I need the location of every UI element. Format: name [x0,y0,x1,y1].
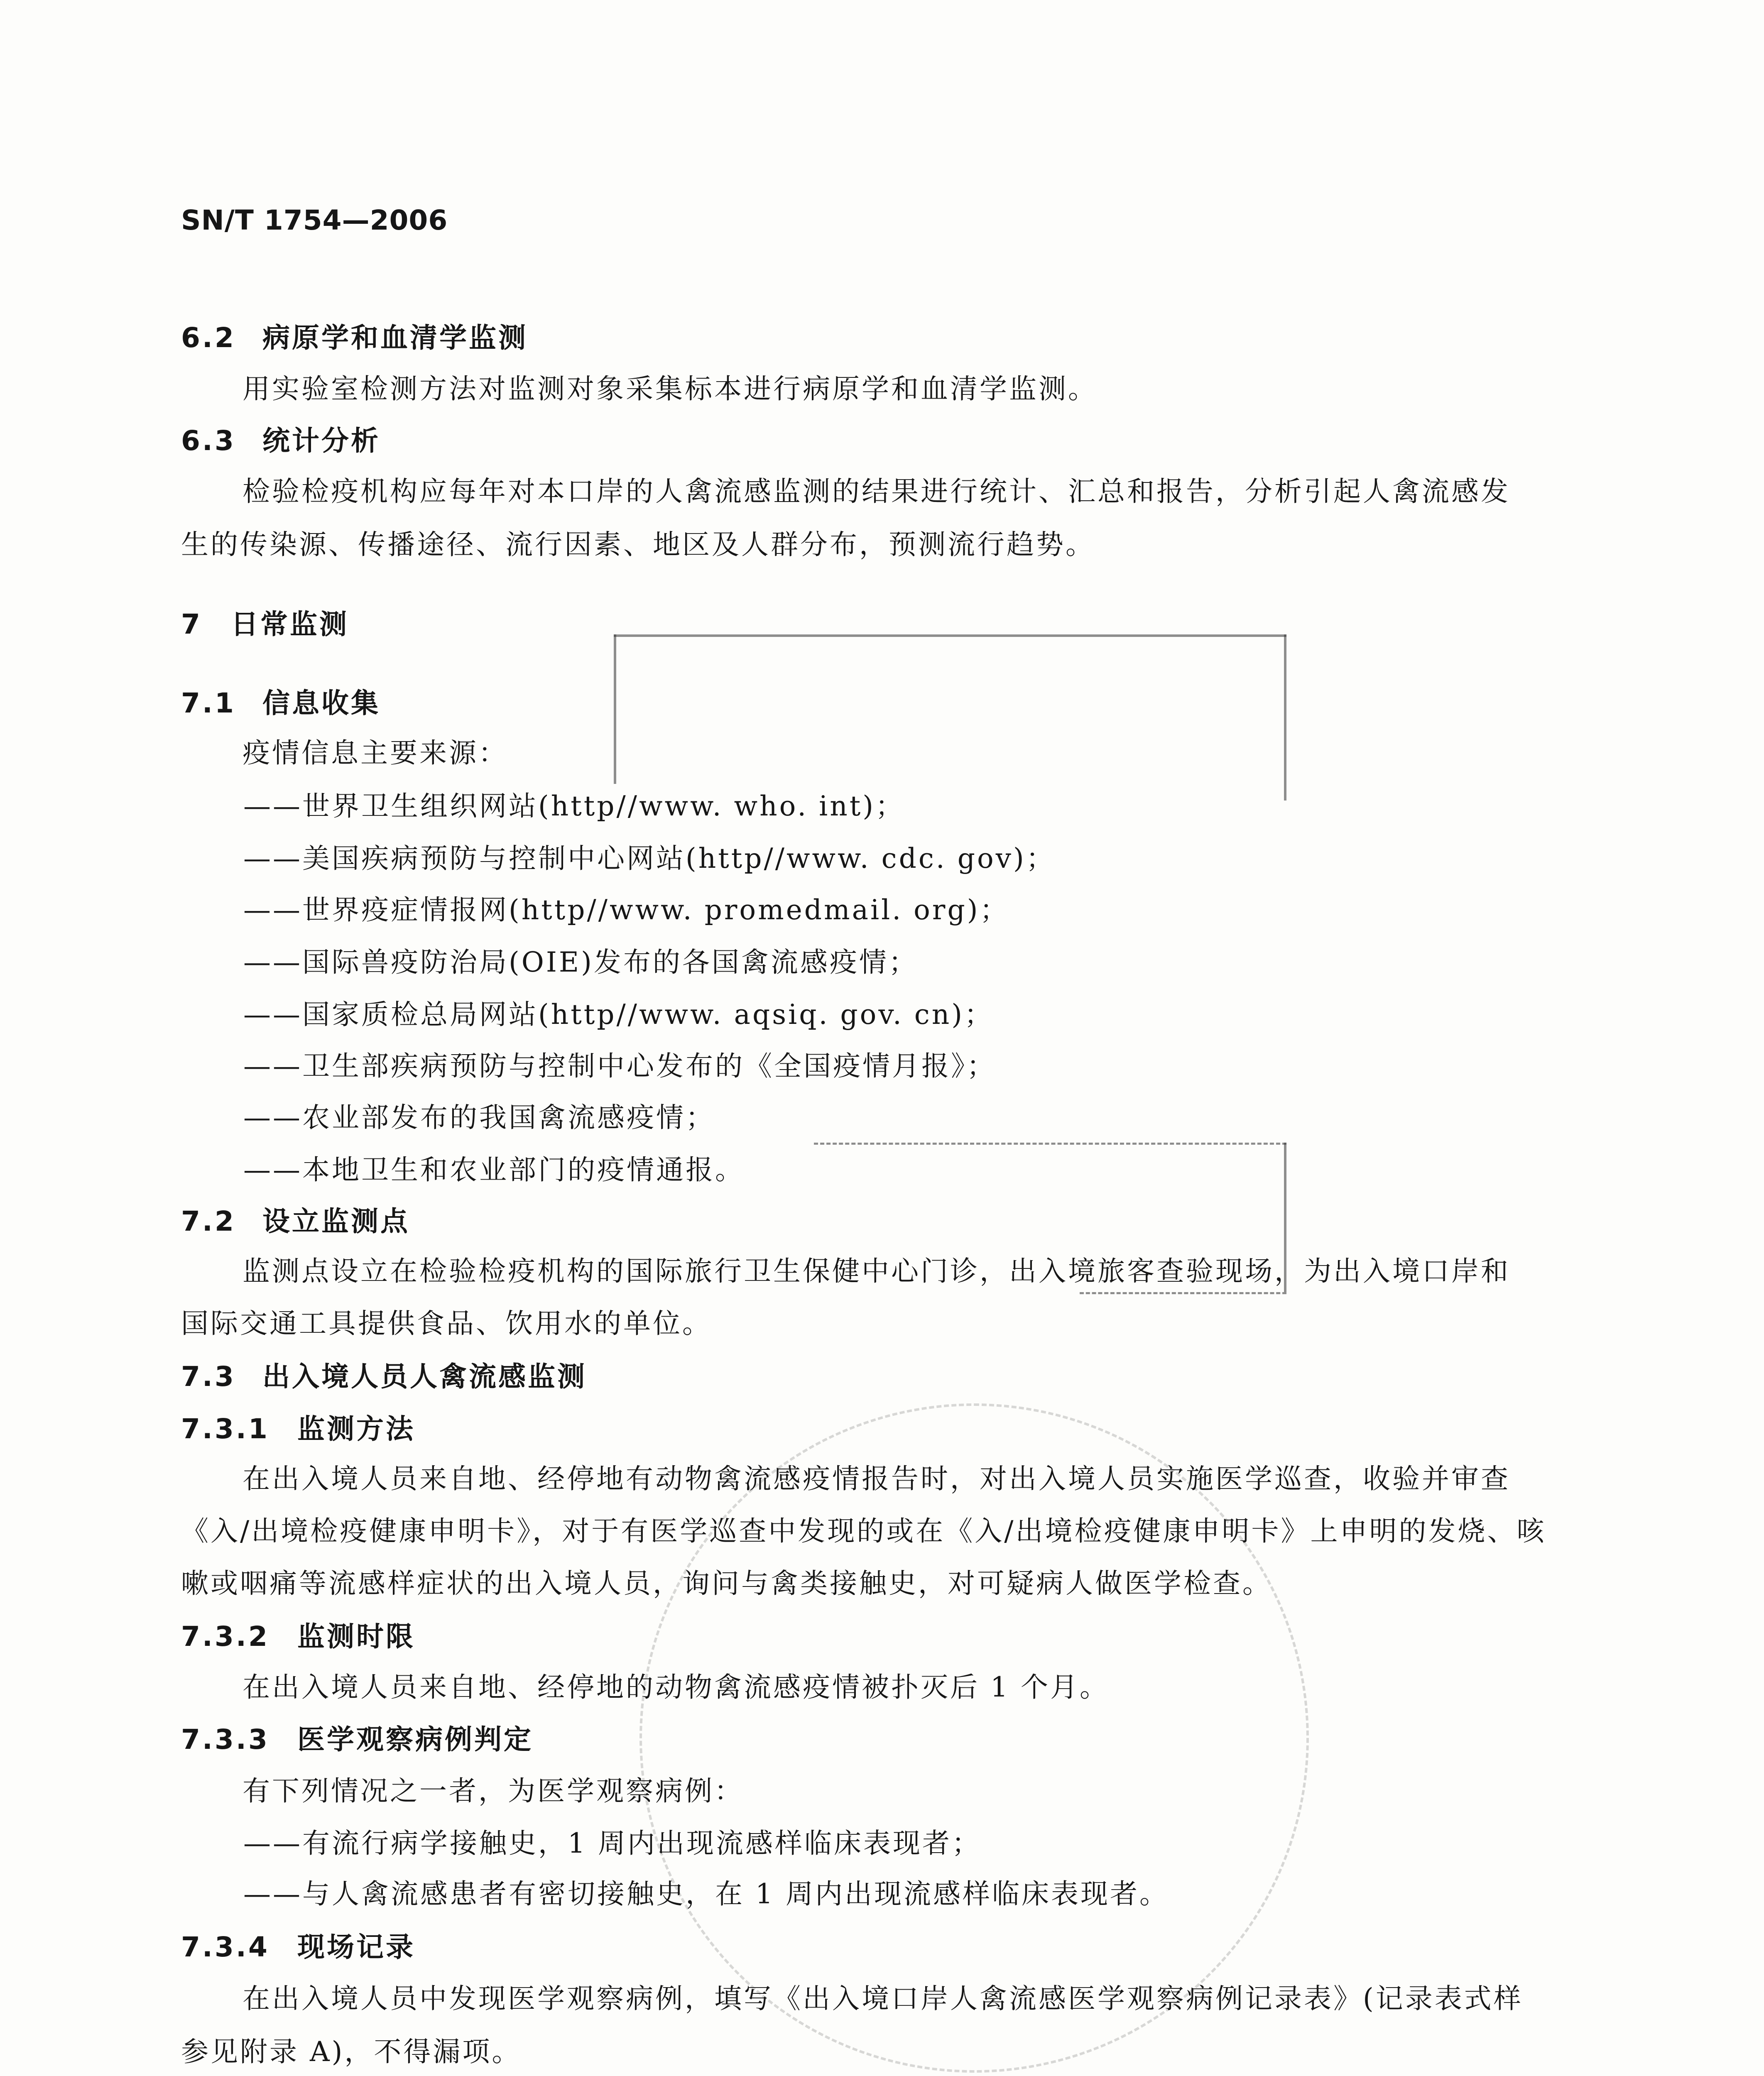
section-heading [181,678,1610,729]
standard-number-header: SN/T 1754—2006 [181,204,448,236]
paragraph-line: 有下列情况之一者，为医学观察病例： [243,1775,744,1807]
section-number: 7.3.4 [181,1931,270,1963]
list-item: ——有流行病学接触史，1 周内出现流感样临床表现者； [243,1827,981,1859]
section-number: 7.3.2 [181,1621,270,1652]
section-title: 病原学和血清学监测 [262,322,528,354]
list-item: ——国家质检总局网站(http//www. aqsiq. gov. cn)； [243,999,994,1031]
list-item: ——本地卫生和农业部门的疫情通报。 [243,1154,745,1186]
section-heading [181,415,1610,467]
paragraph-continuation: 生的传染源、传播途径、流行因素、地区及人群分布，预测流行趋势。 [181,529,1095,561]
list-item: ——国际兽疫防治局(OIE)发布的各国禽流感疫情； [243,946,918,978]
list-item: ——农业部发布的我国禽流感疫情； [243,1102,715,1133]
section-title: 监测时限 [297,1621,415,1652]
paragraph-continuation: 国际交通工具提供食品、饮用水的单位。 [181,1307,712,1339]
section-title: 监测方法 [297,1413,415,1445]
paragraph-line: 在出入境人员中发现医学观察病例，填写《出入境口岸人禽流感医学观察病例记录表》(记录表式样 [243,1983,1523,2015]
list-item: ——与人禽流感患者有密切接触史，在 1 周内出现流感样临床表现者。 [243,1878,1169,1910]
section-title: 设立监测点 [262,1205,410,1237]
paragraph-line: 在出入境人员来自地、经停地有动物禽流感疫情报告时，对出入境人员实施医学巡查，收验并审查 [243,1463,1510,1495]
section-heading [181,1611,1610,1662]
section-title: 统计分析 [262,425,380,457]
section-title: 现场记录 [297,1931,415,1963]
paragraph-line: 检验检疫机构应每年对本口岸的人禽流感监测的结果进行统计、汇总和报告，分析引起人禽流感发 [243,475,1510,507]
section-heading [181,599,1610,650]
paragraph-continuation: 嗽或咽痛等流感样症状的出入境人员，询问与禽类接触史，对可疑病人做医学检查。 [181,1567,1272,1599]
paragraph-line: 在出入境人员来自地、经停地的动物禽流感疫情被扑灭后 1 个月。 [243,1671,1109,1703]
paragraph-continuation: 参见附录 A)，不得漏项。 [181,2036,522,2068]
section-number: 6.2 [181,322,236,354]
section-heading [181,1403,1610,1455]
section-number: 7.1 [181,687,236,719]
section-title: 信息收集 [262,687,380,719]
section-heading [181,1714,1610,1765]
list-item: ——卫生部疾病预防与控制中心发布的《全国疫情月报》； [243,1050,996,1082]
section-heading [181,1196,1610,1247]
list-item: ——世界卫生组织网站(http//www. who. int)； [243,790,905,822]
paragraph-line: 用实验室检测方法对监测对象采集标本进行病原学和血清学监测。 [243,373,1098,405]
paragraph-line: 疫情信息主要来源： [243,737,508,769]
section-heading [181,1351,1610,1403]
list-item: ——美国疾病预防与控制中心网站(http//www. cdc. gov)； [243,842,1056,874]
section-heading [181,312,1610,364]
section-number: 7.3.1 [181,1413,270,1445]
section-heading [181,1922,1610,1973]
section-number: 7 [181,608,202,640]
list-item: ——世界疫症情报网(http//www. promedmail. org)； [243,894,1009,926]
section-number: 7.3 [181,1361,236,1393]
section-number: 7.2 [181,1205,236,1237]
section-title: 日常监测 [231,608,349,640]
paragraph-line: 监测点设立在检验检疫机构的国际旅行卫生保健中心门诊，出入境旅客查验现场，为出入境口岸和 [243,1255,1510,1287]
paragraph-continuation: 《入/出境检疫健康申明卡》，对于有医学巡查中发现的或在《入/出境检疫健康申明卡》上申明的发烧、咳 [181,1515,1546,1547]
section-title: 医学观察病例判定 [297,1723,533,1755]
section-title: 出入境人员人禽流感监测 [262,1361,587,1393]
section-number: 7.3.3 [181,1723,270,1755]
section-number: 6.3 [181,425,236,457]
